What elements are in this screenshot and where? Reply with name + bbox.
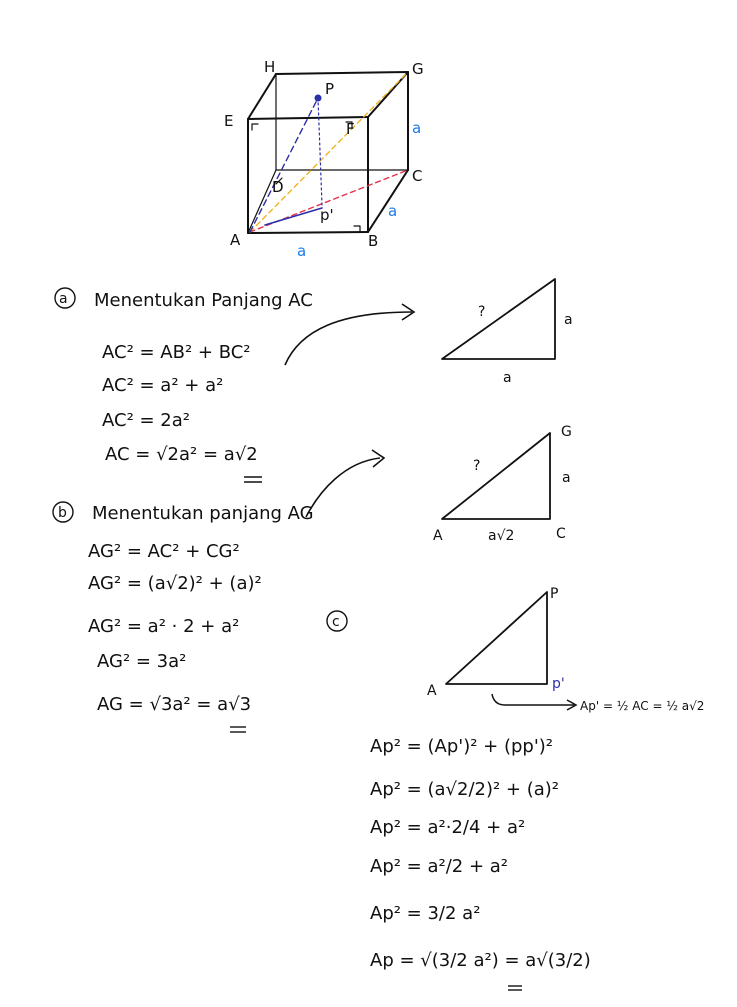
part-c-line-1: Ap² = (Ap')² + (pp')² — [370, 736, 554, 757]
triangle-b-A-label: A — [433, 528, 443, 544]
vertex-E-label: E — [224, 112, 234, 130]
triangle-c-A-label: A — [427, 683, 437, 699]
vertex-B-label: B — [368, 232, 379, 250]
arrow-a — [285, 312, 412, 365]
part-a-line-4: AC = √2a² = a√2 — [105, 444, 258, 465]
part-c-line-3: Ap² = a²·2/4 + a² — [370, 817, 526, 838]
triangle-a-hyp-label: ? — [478, 304, 486, 320]
part-a-line-1: AC² = AB² + BC² — [102, 342, 251, 363]
triangle-b-C-label: C — [556, 526, 566, 542]
part-c-block — [327, 586, 704, 990]
part-b-line-3: AG² = a² · 2 + a² — [88, 616, 240, 637]
triangle-a — [442, 279, 573, 386]
part-b-block — [53, 502, 314, 732]
vertex-F-label: F — [346, 120, 355, 138]
triangle-b-vertical-label: a — [562, 470, 571, 486]
triangle-b-G-label: G — [561, 424, 572, 440]
triangle-a-base-label: a — [503, 370, 512, 386]
vertex-A-label: A — [230, 231, 241, 249]
edge-CB-label: a — [388, 202, 398, 220]
part-a-marker: a — [59, 291, 68, 307]
part-c-line-4: Ap² = a²/2 + a² — [370, 856, 509, 877]
edge-AB-label: a — [297, 242, 307, 260]
vertex-D-label: D — [272, 178, 284, 196]
part-b-line-2: AG² = (a√2)² + (a)² — [88, 573, 262, 594]
triangle-a-vertical-label: a — [564, 312, 573, 328]
triangle-c — [446, 592, 547, 684]
part-b-line-1: AG² = AC² + CG² — [88, 541, 240, 562]
arrow-b — [306, 458, 380, 517]
point-P-foot-label: p' — [320, 206, 334, 224]
part-b-line-4: AG² = 3a² — [97, 651, 187, 672]
part-c-line-5: Ap² = 3/2 a² — [370, 903, 481, 924]
triangle-b-hyp-label: ? — [473, 458, 481, 474]
part-b-line-5: AG = √3a² = a√3 — [97, 694, 252, 715]
vertex-G-label: G — [412, 60, 424, 78]
edge-GC-label: a — [412, 119, 422, 137]
vertex-H-label: H — [264, 58, 276, 76]
part-b-marker: b — [58, 505, 67, 521]
point-P-label: P — [325, 80, 335, 98]
arrow-c — [492, 694, 574, 705]
part-c-line-6: Ap = √(3/2 a²) = a√(3/2) — [370, 950, 591, 971]
part-c-marker: c — [332, 614, 340, 630]
vertex-C-label: C — [412, 167, 423, 185]
triangle-b — [433, 424, 572, 544]
part-a-line-2: AC² = a² + a² — [102, 375, 224, 396]
part-c-note: Ap' = ½ AC = ½ a√2 — [580, 699, 705, 713]
part-a-title: Menentukan Panjang AC — [94, 290, 313, 311]
part-a-line-3: AC² = 2a² — [102, 410, 191, 431]
triangle-c-P-label: P — [550, 586, 559, 602]
triangle-b-base-label: a√2 — [488, 528, 515, 544]
part-b-title: Menentukan panjang AG — [92, 503, 314, 524]
part-a-block — [55, 288, 313, 482]
triangle-c-foot-label: p' — [552, 676, 565, 692]
part-c-line-2: Ap² = (a√2/2)² + (a)² — [370, 779, 560, 800]
